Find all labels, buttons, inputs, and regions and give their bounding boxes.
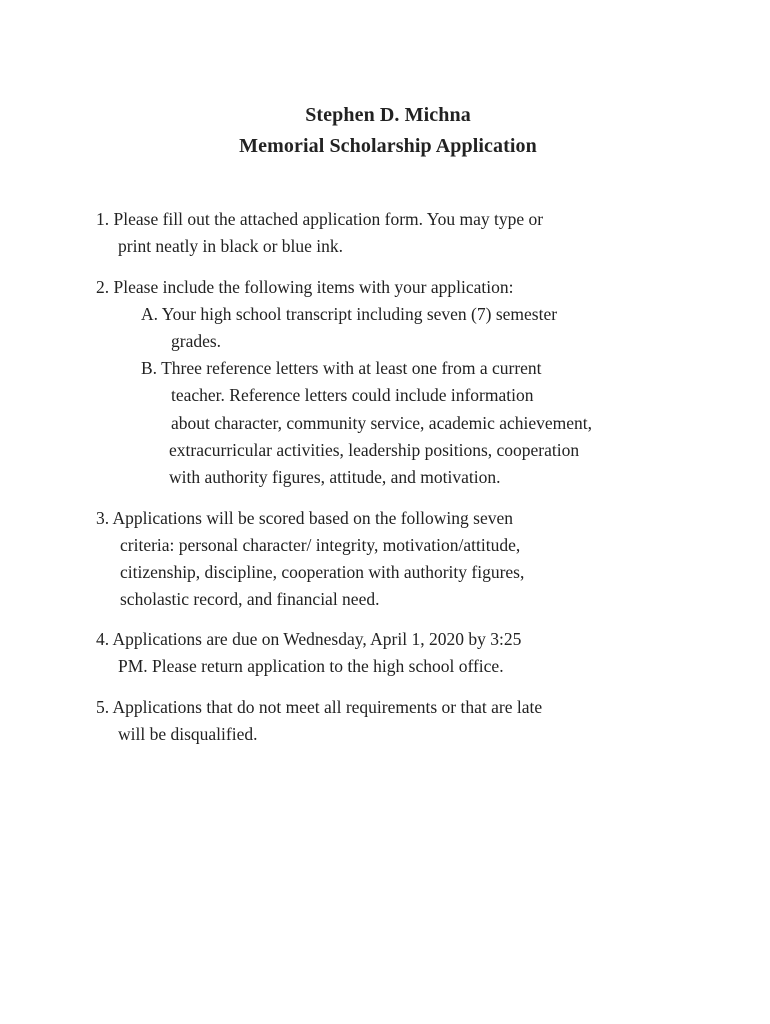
item-3-line-4: scholastic record, and financial need. — [120, 589, 380, 609]
item-5-line-1: 5. Applications that do not meet all requirements or that are late — [96, 697, 543, 717]
item-3-line-1: 3. Applications will be scored based on the following seven — [96, 508, 514, 528]
item-2a-line-1: A. Your high school transcript including seven (7) semester — [141, 304, 558, 324]
item-2b-line-1: B. Three reference letters with at least one from a current — [141, 358, 542, 378]
item-1-line-2: print neatly in black or blue ink. — [118, 236, 344, 256]
item-2b-line-2: teacher. Reference letters could include information — [171, 385, 534, 405]
document-title — [0, 100, 770, 162]
item-3-line-2: criteria: personal character/ integrity, motivation/attitude, — [120, 535, 521, 555]
item-2b-line-3: about character, community service, academic achievement, — [171, 413, 593, 433]
item-1-line-1: 1. Please fill out the attached application form. You may type or — [96, 209, 544, 229]
item-2a-line-2: grades. — [171, 331, 222, 351]
title-subtitle: Memorial Scholarship Application — [239, 135, 537, 157]
item-5-line-2: will be disqualified. — [118, 724, 258, 744]
item-2-line-1: 2. Please include the following items with your application: — [96, 277, 514, 297]
item-2b-line-4: extracurricular activities, leadership positions, cooperation — [169, 440, 580, 460]
item-4-line-1: 4. Applications are due on Wednesday, April 1, 2020 by 3:25 — [96, 629, 522, 649]
item-4-line-2: PM. Please return application to the high school office. — [118, 656, 504, 676]
title-name: Stephen D. Michna — [305, 104, 471, 126]
item-3-line-3: citizenship, discipline, cooperation with authority figures, — [120, 562, 525, 582]
item-2b-line-5: with authority figures, attitude, and motivation. — [169, 467, 501, 487]
